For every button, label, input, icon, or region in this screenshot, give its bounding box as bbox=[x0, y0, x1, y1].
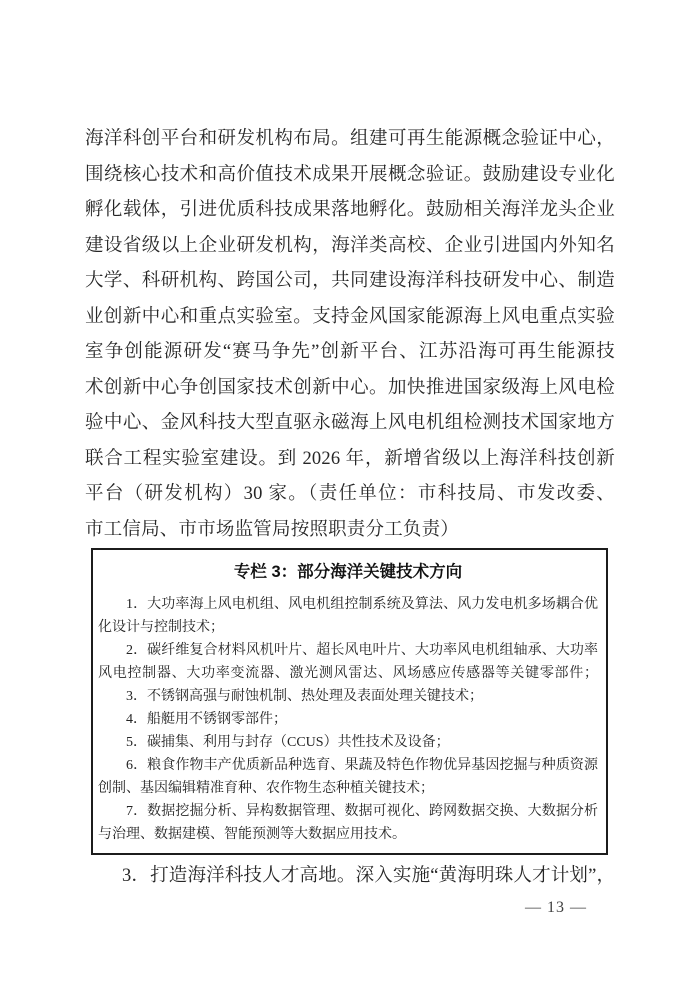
body-text bbox=[85, 122, 615, 548]
callout-line: 4．船艇用不锈钢零部件； bbox=[126, 712, 287, 727]
callout-line: 3．不锈钢高强与耐蚀机制、热处理及表面处理关键技术； bbox=[126, 689, 483, 704]
callout-line: 与治理、数据建模、智能预测等大数据应用技术。 bbox=[98, 827, 406, 842]
body-line: 术创新中心争创国家技术创新中心。加快推进国家级海上风电检 bbox=[85, 377, 615, 398]
callout-line: 6．粮食作物丰产优质新品种选育、果蔬及特色作物优异基因挖掘与种质资源 bbox=[126, 758, 598, 773]
callout-line: 7．数据挖掘分析、异构数据管理、数据可视化、跨网数据交换、大数据分析 bbox=[126, 804, 598, 819]
body-line: 围绕核心技术和高价值技术成果开展概念验证。鼓励建设专业化 bbox=[85, 164, 615, 185]
body-line: 建设省级以上企业研发机构，海洋类高校、企业引进国内外知名 bbox=[85, 235, 615, 256]
body-line: 室争创能源研发“赛马争先”创新平台、江苏沿海可再生能源技 bbox=[85, 342, 615, 362]
callout-line: 创制、基因编辑精准育种、农作物生态种植关键技术； bbox=[98, 781, 434, 796]
page-number: — 13 — bbox=[525, 899, 587, 916]
body-line: 平台（研发机构）30 家。（责任单位：市科技局、市发改委、 bbox=[85, 484, 615, 504]
body-line: 海洋科创平台和研发机构布局。组建可再生能源概念验证中心， bbox=[85, 129, 615, 149]
callout-box bbox=[91, 548, 608, 855]
callout-line: 2．碳纤维复合材料风机叶片、超长风电叶片、大功率风电机组轴承、大功率 bbox=[126, 643, 598, 658]
callout-line: 风电控制器、大功率变流器、激光测风雷达、风场感应传感器等关键零部件； bbox=[98, 666, 598, 681]
callout-box-title: 专栏 3：部分海洋关键技术方向 bbox=[233, 563, 463, 581]
body-line: 联合工程实验室建设。到 2026 年，新增省级以上海洋科技创新 bbox=[85, 448, 615, 469]
body-line: 业创新中心和重点实验室。支持金风国家能源海上风电重点实验 bbox=[85, 306, 615, 327]
body-line: 孵化载体，引进优质科技成果落地孵化。鼓励相关海洋龙头企业 bbox=[85, 200, 615, 220]
body-line: 大学、科研机构、跨国公司，共同建设海洋科技研发中心、制造 bbox=[85, 271, 615, 291]
callout-line: 5．碳捕集、利用与封存（CCUS）共性技术及设备； bbox=[126, 735, 450, 750]
body-line: 市工信局、市市场监管局按照职责分工负责） bbox=[85, 519, 460, 540]
callout-line: 1．大功率海上风电机组、风电机组控制系统及算法、风力发电机多场耦合优 bbox=[126, 597, 598, 612]
closing-paragraph-line: 3．打造海洋科技人才高地。深入实施“黄海明珠人才计划”， bbox=[122, 866, 615, 886]
body-line: 验中心、金风科技大型直驱永磁海上风电机组检测技术国家地方 bbox=[85, 413, 615, 433]
callout-line: 化设计与控制技术； bbox=[98, 620, 224, 635]
